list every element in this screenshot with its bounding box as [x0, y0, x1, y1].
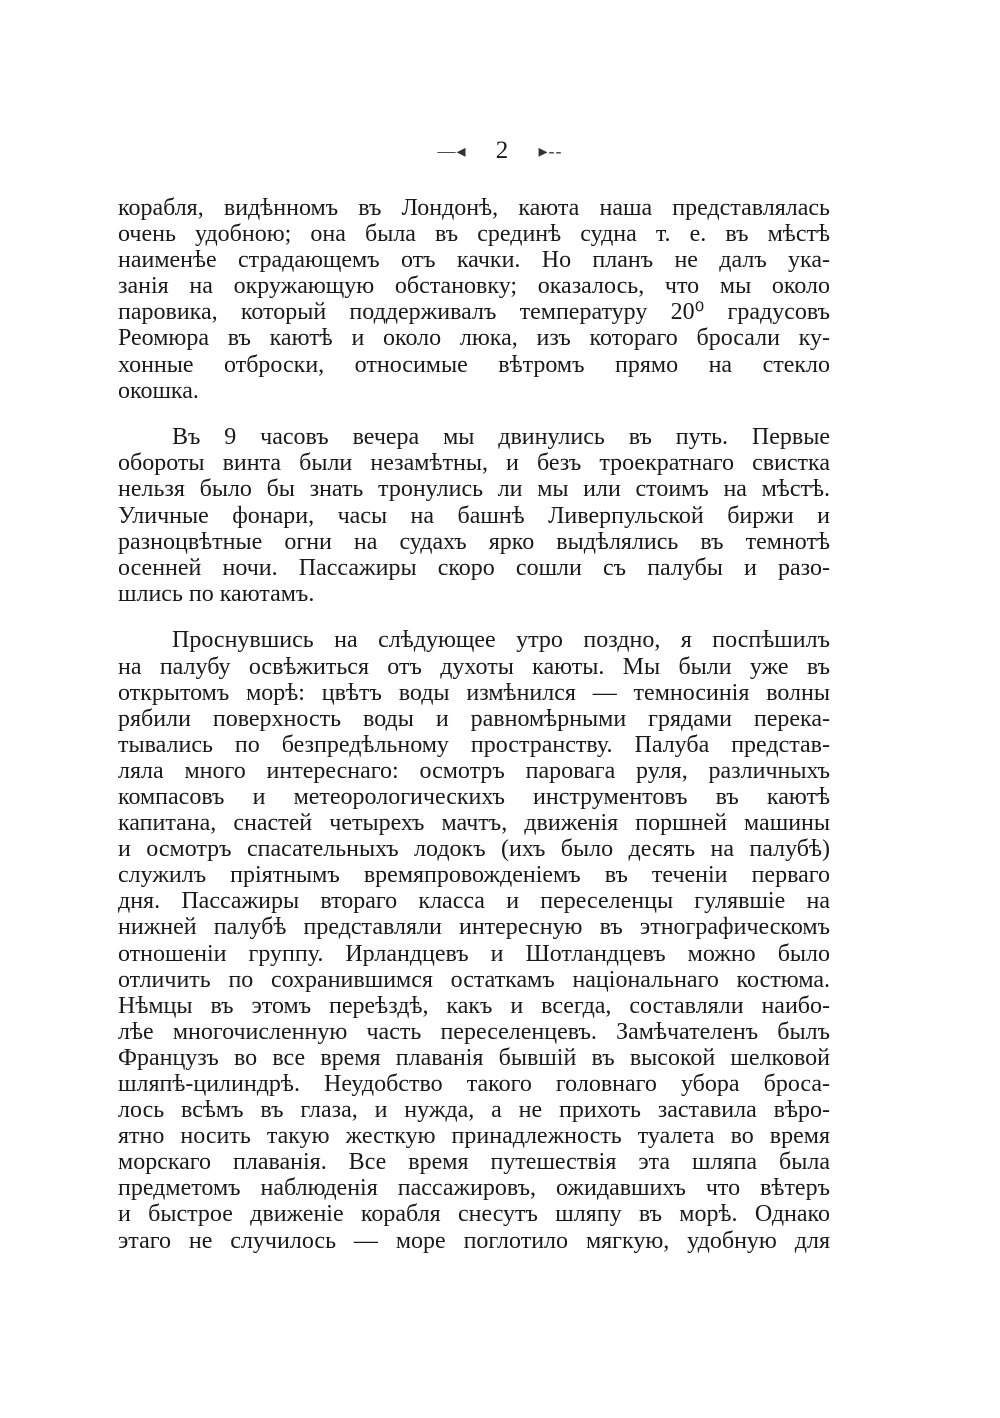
text-line: капитана, снастей четырехъ мачтъ, движенія поршней машины — [118, 810, 830, 837]
text-line: очень удобною; она была въ срединѣ судна т. е. въ мѣстѣ — [118, 221, 830, 248]
text-line: Реомюра въ каютѣ и около люка, изъ котораго бросали ку- — [118, 325, 830, 352]
text-line: на палубу освѣжиться отъ духоты каюты. Мы были уже въ — [118, 653, 830, 680]
text-line: Нѣмцы въ этомъ переѣздѣ, какъ и всегда, составляли наибо- — [118, 992, 830, 1019]
text-line: осенней ночи. Пассажиры скоро сошли съ палубы и разо- — [118, 554, 830, 581]
text-line: отношеніи группу. Ирландцевъ и Шотландцевъ можно было — [118, 940, 830, 967]
text-line: шляпѣ-цилиндрѣ. Неудобство такого головнаго убора броса- — [118, 1071, 830, 1097]
text-line: отличить по сохранившимся остаткамъ національнаго костюма. — [118, 966, 830, 993]
text-line: рябили поверхность воды и равномѣрными грядами перека- — [118, 705, 830, 732]
text-line: окошка. — [118, 377, 199, 404]
text-line: лѣе многочисленную часть переселенцевъ. Замѣчателенъ былъ — [118, 1018, 830, 1045]
text-line: ляла много интереснаго: осмотръ паровага руля, различныхъ — [118, 757, 830, 784]
page-header — [0, 132, 1000, 169]
text-line: и осмотръ спасательныхъ лодокъ (ихъ было десять на палубѣ) — [118, 836, 830, 863]
text-line: шлись по каютамъ. — [118, 580, 315, 607]
body-text — [118, 195, 830, 1274]
text-line: лось всѣмъ въ глаза, и нужда, а не прихоть заставила вѣро- — [118, 1097, 830, 1124]
header-ornament-right: ▸-- — [538, 141, 563, 162]
header-ornament-left: —◂ — [437, 141, 467, 162]
paragraph-2 — [118, 424, 830, 607]
text-line: Въ 9 часовъ вечера мы двинулись въ путь. Первые — [172, 424, 830, 451]
paragraph-3 — [118, 627, 830, 1253]
text-line: дня. Пассажиры втораго класса и переселенцы гулявшіе на — [118, 888, 830, 915]
text-line: Уличные фонари, часы на башнѣ Ливерпульской биржи и — [118, 502, 830, 529]
text-line: паровика, который поддерживалъ температуру 20⁰ градусовъ — [118, 299, 830, 326]
text-line: обороты винта были незамѣтны, и безъ троекратнаго свистка — [118, 450, 830, 477]
text-line: Проснувшись на слѣдующее утро поздно, я поспѣшилъ — [172, 627, 830, 654]
text-line: хонные отброски, относимые вѣтромъ прямо на стекло — [118, 351, 830, 378]
text-line: компасовъ и метеорологическихъ инструментовъ въ каютѣ — [118, 783, 830, 810]
page-number: 2 — [495, 137, 510, 165]
text-line: тывались по безпредѣльному пространству. Палуба представ- — [118, 731, 830, 758]
text-line: морскаго плаванія. Все время путешествія эта шляпа была — [118, 1149, 830, 1176]
text-line: корабля, видѣнномъ въ Лондонѣ, каюта наша представлялась — [118, 195, 830, 221]
text-line: нижней палубѣ представляли интересную въ этнографическомъ — [118, 914, 830, 941]
paragraph-1 — [118, 195, 830, 404]
text-line: ятно носить такую жесткую принадлежность туалета во время — [118, 1123, 830, 1150]
text-line: этаго не случилось — море поглотило мягкую, удобную для — [118, 1227, 830, 1254]
text-line: наименѣе страдающемъ отъ качки. Но планъ не далъ ука- — [118, 247, 830, 274]
text-line: занія на окружающую обстановку; оказалось, что мы около — [118, 273, 830, 300]
text-line: служилъ пріятнымъ времяпровожденіемъ въ теченіи перваго — [118, 862, 830, 889]
text-line: разноцвѣтные огни на судахъ ярко выдѣлялись въ темнотѣ — [118, 528, 830, 555]
text-line: предметомъ наблюденія пассажировъ, ожидавшихъ что вѣтеръ — [118, 1175, 830, 1202]
text-line: открытомъ морѣ: цвѣтъ воды измѣнился — темносинія волны — [118, 679, 830, 706]
text-line: нельзя было бы знать тронулись ли мы или стоимъ на мѣстѣ. — [118, 476, 830, 503]
text-line: и быстрое движеніе корабля снесутъ шляпу въ морѣ. Однако — [118, 1201, 830, 1228]
text-line: Французъ во все время плаванія бывшій въ высокой шелковой — [118, 1044, 830, 1071]
